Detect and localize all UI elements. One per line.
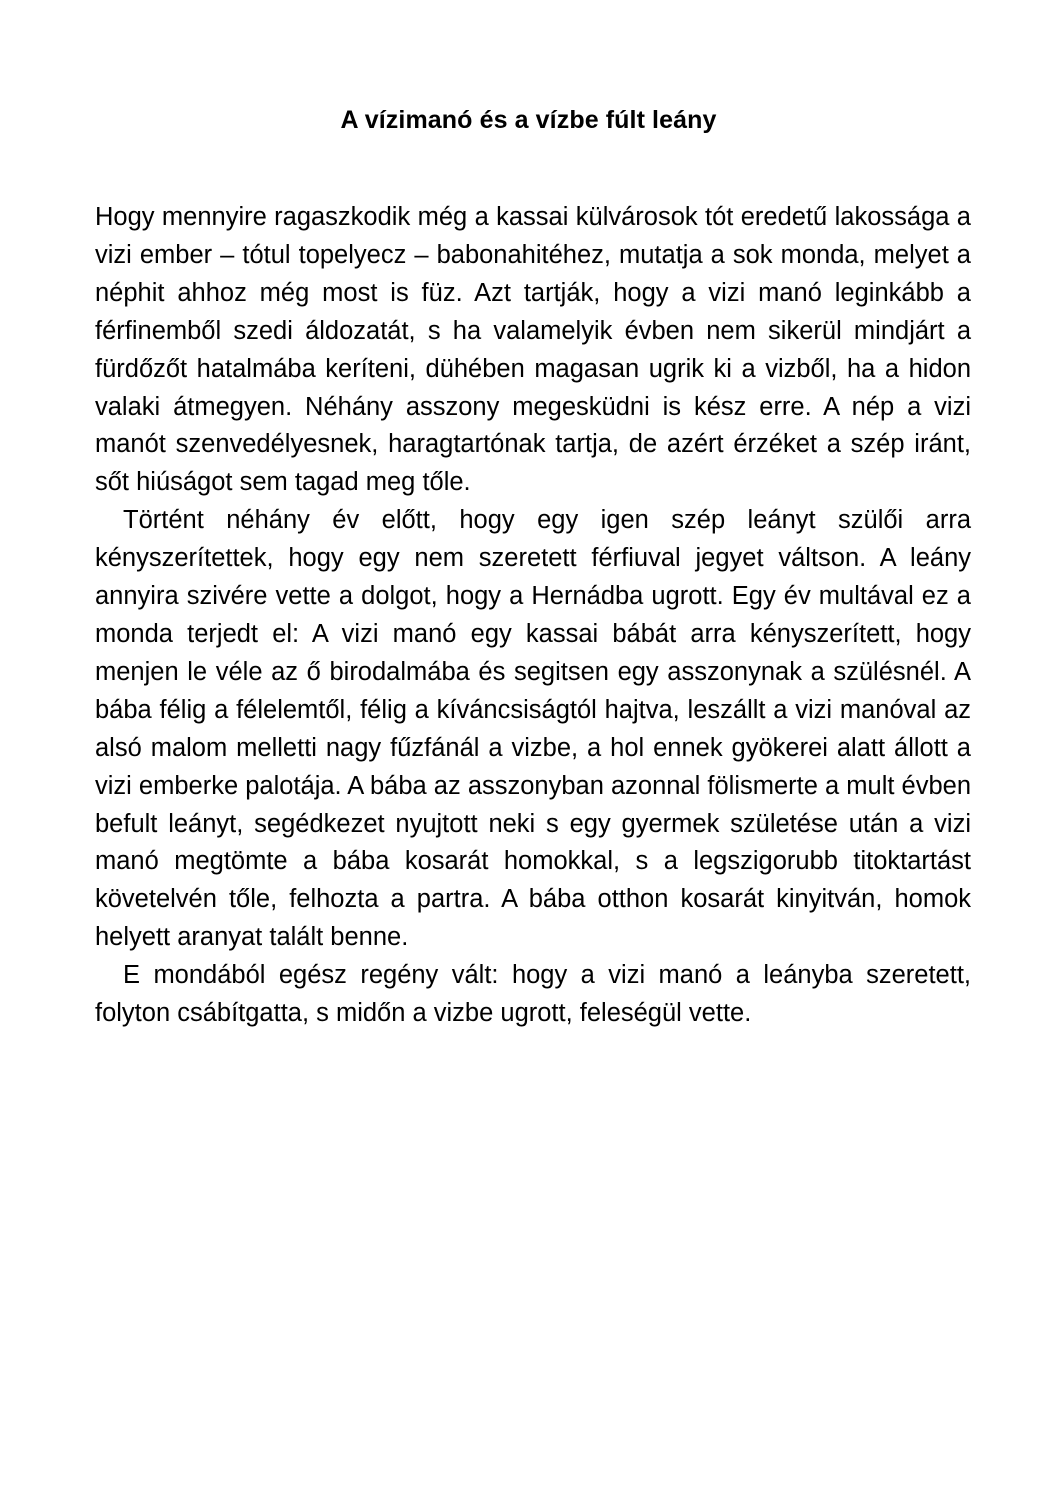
paragraph-1: Hogy mennyire ragaszkodik még a kassai külvárosok tót eredetű lakossága a vizi ember – tótul topelyecz – babonahitéhez, mutatja a sok monda, melyet a néphit ahhoz még most is füz. Azt tartják, hogy a vizi manó leginkább a férfinemből szedi áldozatát, s ha valamelyik évben nem sikerül mindjárt a fürdőzőt hatalmába keríteni, dühében magasan ugrik ki a vizből, ha a hidon valaki átmegyen. Néhány asszony megesküdni is kész erre. A nép a vizi manót szenvedélyesnek, haragtartónak tartja, de azért érzéket a szép iránt, sőt hiúságot sem tagad meg tőle. [95, 203, 971, 497]
paragraph-2: Történt néhány év előtt, hogy egy igen szép leányt szülői arra kényszerítettek, hogy egy nem szeretett férfiuval jegyet váltson. A leány annyira szivére vette a dolgot, hogy a Hernádba ugrott. Egy év multával ez a monda terjedt el: A vizi manó egy kassai bábát arra kényszerített, hogy menjen le véle az ő birodalmába és segitsen egy asszonynak a szülésnél. A bába félig a félelemtől, félig a kíváncsiságtól hajtva, leszállt a vizi manóval az alsó malom melletti nagy fűzfánál a vizbe, a hol ennek gyökerei alatt állott a vizi emberke palotája. A bába az asszonyban azonnal fölismerte a mult évben befult leányt, segédkezet nyujtott neki s egy gyermek születése után a vizi manó megtömte a bába kosarát homokkal, s a legszigorubb titoktartást követelvén tőle, felhozta a partra. A bába otthon kosarát kinyitván, homok helyett aranyat talált benne. [95, 506, 972, 952]
document-body [95, 199, 971, 1033]
paragraph-3: E mondából egész regény vált: hogy a vizi manó a leányba szeretett, folyton csábítgatta, s midőn a vizbe ugrott, feleségül vette. [95, 961, 971, 1028]
page-title: A vízimanó és a vízbe fúlt leány [340, 105, 717, 134]
